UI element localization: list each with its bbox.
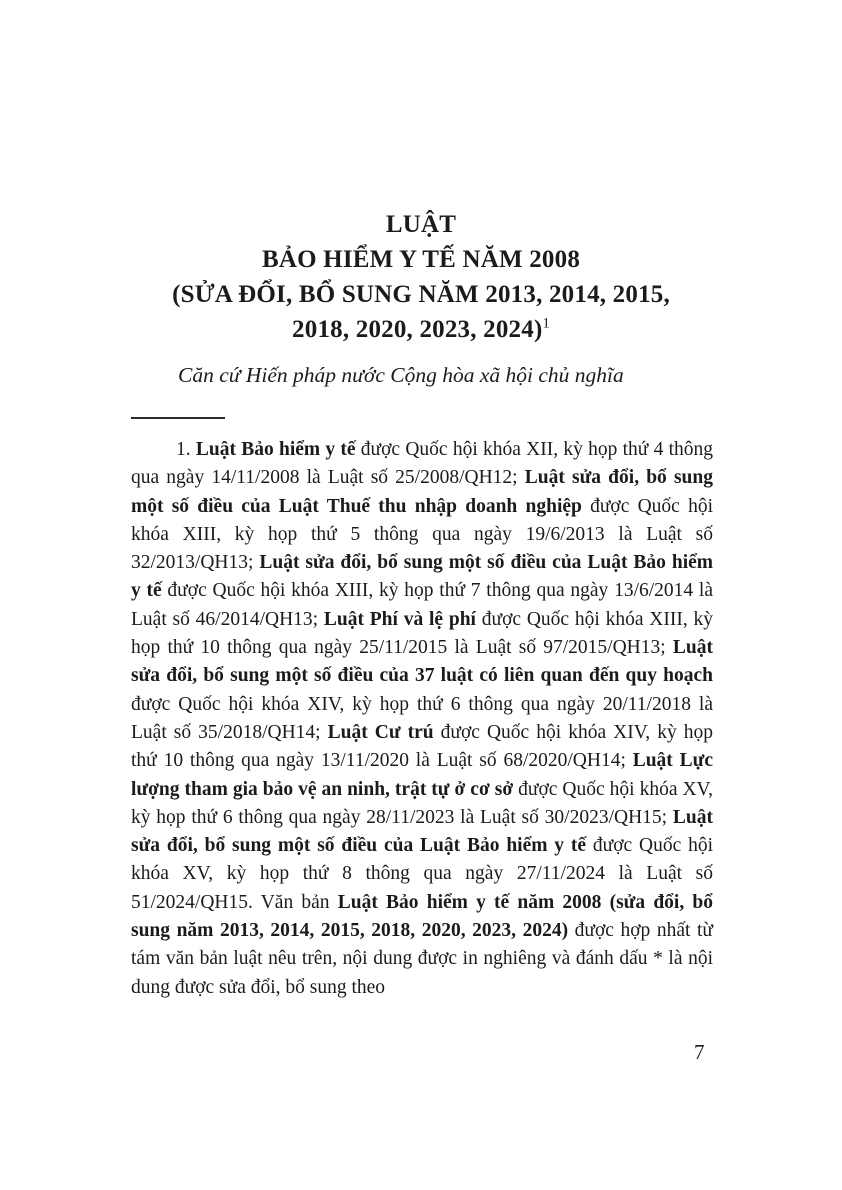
footnote-run-bold: Luật Cư trú bbox=[327, 721, 434, 743]
footnote-reference-superscript: 1 bbox=[542, 315, 550, 332]
footnote-text bbox=[131, 436, 713, 1002]
document-title bbox=[0, 207, 842, 347]
footnote-run-bold: Luật Lực lượng tham gia bảo vệ an ninh, trật tự ở cơ sở bbox=[131, 750, 713, 800]
footnote-run: được Quốc hội khóa XV, kỳ họp thứ 6 thông qua ngày 28/11/2023 là Luật số 30/2023/QH15; bbox=[131, 778, 713, 828]
footnote-run: được Quốc hội khóa XIII, kỳ họp thứ 10 thông qua ngày 25/11/2015 là Luật số 97/2015/QH13; bbox=[131, 608, 713, 659]
title-line-3: (SỬA ĐỔI, BỔ SUNG NĂM 2013, 2014, 2015, bbox=[172, 281, 670, 308]
footnote-run-bold: Luật sửa đổi, bổ sung một số điều của Luật Bảo hiểm y tế bbox=[131, 552, 714, 602]
footnote-run-bold: Luật sửa đổi, bổ sung một số điều của Luật Bảo hiểm y tế bbox=[131, 806, 713, 857]
footnote-run: được Quốc hội khóa XIII, kỳ họp thứ 7 thông qua ngày 13/6/2014 là Luật số 46/2014/QH13; bbox=[131, 580, 713, 630]
footnote-run-bold: Luật Bảo hiểm y tế bbox=[195, 439, 356, 460]
footnote-run: được Quốc hội khóa XIV, kỳ họp thứ 10 thông qua ngày 13/11/2020 là Luật số 68/2020/QH14; bbox=[131, 721, 714, 772]
footnote-run: được Quốc hội khóa XIII, kỳ họp thứ 5 thông qua ngày 19/6/2013 là Luật số 32/2013/QH13; bbox=[131, 495, 713, 574]
title-line-4-text: 2018, 2020, 2023, 2024) bbox=[292, 316, 543, 343]
page-number: 7 bbox=[694, 1040, 705, 1064]
title-line-2: BẢO HIỂM Y TẾ NĂM 2008 bbox=[261, 246, 581, 273]
footnote-run-bold: Luật sửa đổi, bổ sung một số điều của Luật Thuế thu nhập doanh nghiệp bbox=[131, 467, 713, 517]
footnote-run: được hợp nhất từ tám văn bản luật nêu trên, nội dung được in nghiêng và đánh dấu * là nội dung được sửa đổi, bổ sung theo bbox=[131, 920, 713, 998]
preamble-text: Căn cứ Hiến pháp nước Cộng hòa xã hội chủ nghĩa bbox=[178, 363, 624, 387]
footnote-run: 1. bbox=[176, 439, 196, 460]
footnote-run: được Quốc hội khóa XIV, kỳ họp thứ 6 thông qua ngày 20/11/2018 là Luật số 35/2018/QH14; bbox=[131, 693, 713, 743]
footnote-run: được Quốc hội khóa XV, kỳ họp thứ 8 thông qua ngày 27/11/2024 là Luật số 51/2024/QH15. Văn bản bbox=[131, 835, 713, 913]
footnote-run-bold: Luật Bảo hiểm y tế năm 2008 (sửa đổi, bổ sung năm 2013, 2014, 2015, 2018, 2020, 2023, 2024) bbox=[131, 891, 713, 942]
footnote-separator bbox=[131, 417, 225, 419]
title-line-1: LUẬT bbox=[385, 211, 457, 238]
footnote-run-bold: Luật sửa đổi, bổ sung một số điều của 37 luật có liên quan đến quy hoạch bbox=[131, 637, 713, 687]
title-line-4 bbox=[0, 312, 842, 347]
footnote-run: được Quốc hội khóa XII, kỳ họp thứ 4 thông qua ngày 14/11/2008 là Luật số 25/2008/QH12; bbox=[131, 439, 713, 489]
footnote-run-bold: Luật Phí và lệ phí bbox=[323, 608, 476, 630]
